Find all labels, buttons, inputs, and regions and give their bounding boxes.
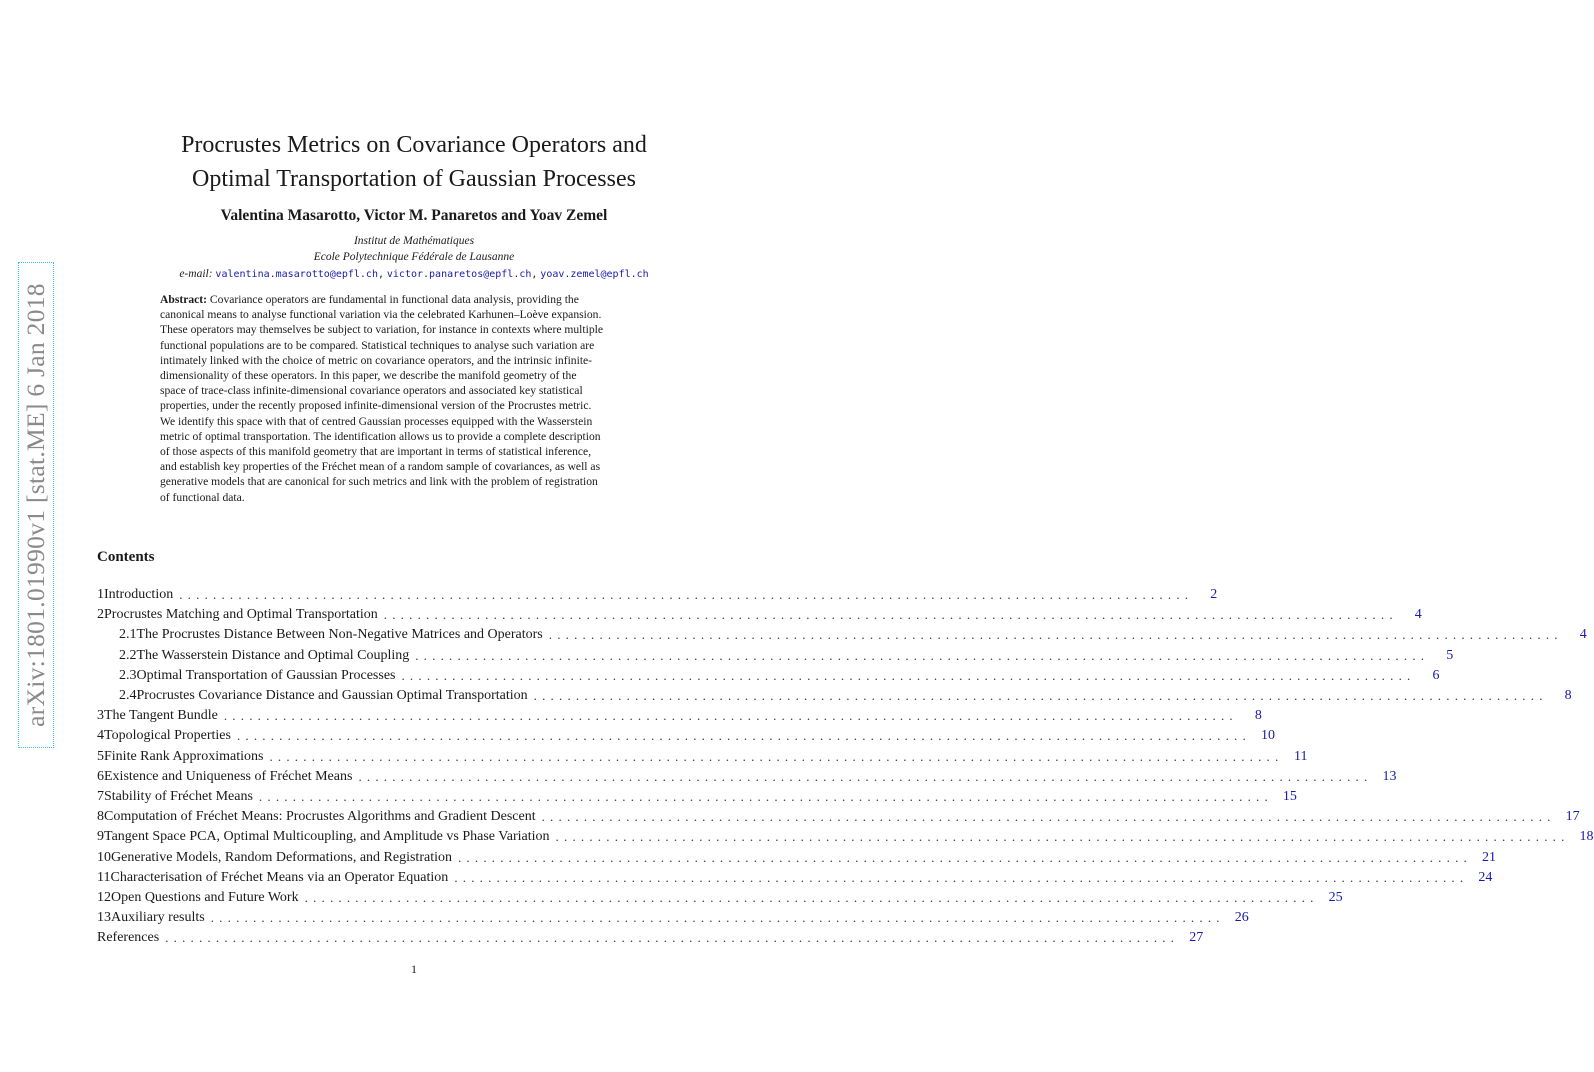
email-link-masarotto[interactable]: valentina.masarotto@epfl.ch [215,269,378,280]
email-label: e-mail: [179,268,213,280]
toc-entry-page-link[interactable]: 15 [1282,788,1297,804]
abstract-line: of those aspects of this manifold geometry that are important in terms of statistical inference, [160,445,592,459]
contents-heading: Contents [97,549,155,565]
toc-entry[interactable] [97,908,1249,928]
toc-leader-dots: ........................................................................................................................ [457,849,1472,865]
toc-entry-number: 4 [97,728,104,744]
toc-entry-number: 3 [97,708,104,724]
toc-leader-dots: ........................................................................................................................ [415,647,1430,663]
affiliation-line-2: Ecole Polytechnique Fédérale de Lausanne [313,251,515,263]
toc-leader-dots: ........................................................................................................................ [555,829,1570,845]
email-link-zemel[interactable]: yoav.zemel@epfl.ch [540,269,649,280]
toc-entry[interactable] [97,807,1580,827]
toc-entry-number: 1 [97,587,104,603]
abstract-line: Abstract: Covariance operators are fundamental in functional data analysis, providing the [160,293,579,306]
toc-entry-title[interactable]: References [97,930,160,946]
toc-entry-title[interactable]: Existence and Uniqueness of Fréchet Means [104,768,353,784]
toc-leader-dots: ........................................................................................................................ [358,768,1373,784]
affiliation-line-1: Institut de Mathématiques [353,235,475,247]
abstract-line: dimensionality of these operators. In this paper, we describe the manifold geometry of the [160,369,577,383]
toc-entry[interactable] [97,888,1343,908]
email-line: e-mail: valentina.masarotto@epfl.ch, victor.panaretos@epfl.ch, yoav.zemel@epfl.ch [179,268,649,280]
toc-entry-number: 2.1 [119,627,137,643]
toc-leader-dots: ........................................................................................................................ [258,788,1273,804]
toc-leader-dots: ........................................................................................................................ [269,748,1284,764]
abstract-line: space of trace-class infinite-dimensional covariance operators and associated key statistical [160,384,583,398]
toc-leader-dots: ........................................................................................................................ [236,728,1251,744]
toc-leader-dots: ........................................................................................................................ [179,587,1194,603]
title-line-1: Procrustes Metrics on Covariance Operators and [181,132,647,158]
abstract-line: We identify this space with that of centred Gaussian processes equipped with the Wasserstein [160,414,593,428]
abstract-label: Abstract: [160,293,208,306]
toc-entry-page-link[interactable]: 13 [1382,768,1397,784]
toc-leader-dots: ........................................................................................................................ [165,930,1180,946]
toc-leader-dots: ........................................................................................................................ [210,910,1225,926]
toc-entry[interactable] [97,706,1262,726]
toc-leader-dots: ........................................................................................................................ [548,627,1563,643]
toc-entry-title[interactable]: Open Questions and Future Work [111,889,299,905]
toc-entry-title[interactable]: Auxiliary results [111,910,205,926]
toc-entry-number: 13 [97,910,111,926]
abstract-line: generative models that are canonical for such metrics and link with the problem of registration [160,475,598,489]
toc-entry-title[interactable]: Characterisation of Fréchet Means via an Operator Equation [110,869,449,885]
toc-entry-number: 2.2 [119,647,137,663]
abstract-line: canonical means to analyse functional variation via the celebrated Karhunen–Loève expansion. [160,308,602,322]
toc-entry-number: 8 [97,809,104,825]
toc-entry-page-link[interactable]: 11 [1293,748,1308,764]
toc-entry-page-link[interactable]: 10 [1260,728,1275,744]
toc-leader-dots: ........................................................................................................................ [454,869,1469,885]
toc-entry-page-link[interactable]: 6 [1432,667,1440,683]
toc-entry[interactable] [97,605,1422,625]
abstract [160,292,668,505]
toc-entry[interactable] [97,625,1587,645]
abstract-line: and establish key properties of the Fréchet mean of a random sample of covariances, as well as [160,460,601,474]
toc-entry[interactable] [97,767,1397,787]
toc-entry-number: 2.3 [119,667,137,683]
email-link-panaretos[interactable]: victor.panaretos@epfl.ch [386,269,532,280]
toc-entry[interactable] [97,787,1297,807]
toc-entry-title[interactable]: Stability of Fréchet Means [104,788,253,804]
toc-entry[interactable] [97,827,1594,847]
toc-entry-title[interactable]: Topological Properties [104,728,231,744]
toc-entry-page-link[interactable]: 21 [1481,849,1496,865]
toc-leader-dots: ........................................................................................................................ [304,889,1319,905]
toc-entry-title[interactable]: The Wasserstein Distance and Optimal Coupling [136,647,410,663]
abstract-line: functional populations are to be compared. Statistical techniques to analyse such variation are [160,338,595,352]
toc-entry[interactable] [97,646,1454,666]
toc-entry-page-link[interactable]: 8 [1254,708,1262,724]
toc-entry-page-link[interactable]: 4 [1414,607,1422,623]
toc-entry-page-link[interactable]: 25 [1328,889,1343,905]
toc-entry-page-link[interactable]: 2 [1210,587,1218,603]
authors: Valentina Masarotto, Victor M. Panaretos and Yoav Zemel [220,207,608,224]
abstract-line: intimately linked with the choice of metric on covariance operators, and the intrinsic infinite- [160,353,593,367]
toc-entry-number: 6 [97,768,104,784]
toc-entry-title[interactable]: Procrustes Matching and Optimal Transportation [104,607,378,623]
toc-entry-title[interactable]: Optimal Transportation of Gaussian Processes [136,667,396,683]
toc-entry-number: 11 [97,869,111,885]
toc-entry-page-link[interactable]: 27 [1189,930,1204,946]
page-number: 1 [411,962,417,976]
toc-leader-dots: ........................................................................................................................ [401,667,1416,683]
toc-leader-dots: ........................................................................................................................ [533,688,1548,704]
arxiv-stamp[interactable]: arXiv:1801.01990v1 [stat.ME] 6 Jan 2018 [21,283,50,727]
toc-entry-title[interactable]: The Procrustes Distance Between Non-Negative Matrices and Operators [136,627,543,643]
toc-entry[interactable] [97,847,1496,867]
toc-entry-page-link[interactable]: 5 [1446,647,1454,663]
toc-entry-number: 10 [97,849,111,865]
toc-entry-title[interactable]: Computation of Fréchet Means: Procrustes Algorithms and Gradient Descent [104,809,536,825]
toc-entry-page-link[interactable]: 8 [1564,688,1572,704]
toc-entry[interactable] [97,868,1493,888]
toc-entry-number: 2.4 [119,688,137,704]
toc-entry[interactable] [97,928,1204,948]
toc-entry-page-link[interactable]: 24 [1478,869,1493,885]
toc-entry-number: 12 [97,889,111,905]
toc-leader-dots: ........................................................................................................................ [223,708,1238,724]
toc-entry[interactable] [97,726,1275,746]
toc-entry-number: 9 [97,829,104,845]
toc-entry-number: 5 [97,748,104,764]
table-of-contents [97,585,1594,948]
abstract-line: These operators may themselves be subject to variation, for instance in contexts where multiple [160,323,604,337]
toc-entry[interactable] [97,747,1308,767]
paper-title [0,128,828,196]
toc-entry-title[interactable]: Procrustes Covariance Distance and Gaussian Optimal Transportation [136,688,528,704]
toc-entry-page-link[interactable]: 4 [1579,627,1587,643]
toc-entry-title[interactable]: Introduction [104,587,174,603]
title-line-2: Optimal Transportation of Gaussian Processes [192,166,636,192]
toc-entry[interactable] [97,666,1440,686]
toc-entry-number: 7 [97,788,104,804]
toc-entry-page-link[interactable]: 17 [1565,809,1580,825]
toc-entry-page-link[interactable]: 26 [1234,910,1249,926]
toc-entry-title[interactable]: Finite Rank Approximations [104,748,264,764]
toc-entry-title[interactable]: The Tangent Bundle [104,708,218,724]
abstract-line: metric of optimal transportation. The identification allows us to provide a complete description [160,429,601,443]
abstract-line: properties, under the recently proposed infinite-dimensional version of the Procrustes metric. [160,399,592,413]
toc-leader-dots: ........................................................................................................................ [383,607,1398,623]
toc-entry-page-link[interactable]: 18 [1579,829,1594,845]
toc-entry-title[interactable]: Tangent Space PCA, Optimal Multicoupling, and Amplitude vs Phase Variation [104,829,550,845]
toc-entry[interactable] [97,686,1572,706]
toc-entry[interactable] [97,585,1218,605]
toc-entry-number: 2 [97,607,104,623]
toc-leader-dots: ........................................................................................................................ [541,809,1556,825]
abstract-line: of functional data. [160,490,245,504]
toc-entry-title[interactable]: Generative Models, Random Deformations, and Registration [111,849,452,865]
